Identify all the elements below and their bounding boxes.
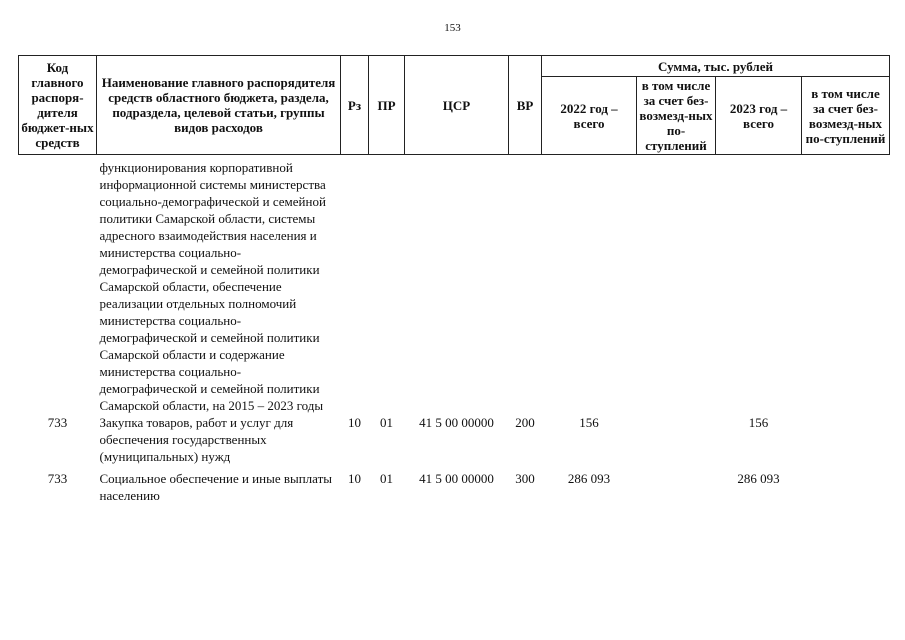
continuation-text: функционирования корпоративной информационной системы министерства социально-демографической и семейной политики Самарской области, системы адресного взаимодействия населения и министерства социально-демографической и семейной политики Самарской области, обеспечение реализации отдельных полномочий министерства социально-демографической и семейной политики Самарской области и содержание министерства социально-демографической и семейной политики Самарской области, на 2015 – 2023 годы [99, 160, 326, 413]
header-code: Код главного распоря-дителя бюджет-ных средств [19, 56, 97, 155]
continuation-row [19, 155, 890, 415]
header-csr: ЦСР [405, 56, 509, 155]
header-2023-grant: в том числе за счет без-возмезд-ных по-ступлений [802, 77, 890, 155]
cell-2022-grant [637, 414, 716, 465]
cell-2023-grant [802, 414, 890, 465]
table-row [19, 414, 890, 465]
cell-2023-grant [802, 465, 890, 504]
header-2023-total: 2023 год – всего [716, 77, 802, 155]
header-name: Наименование главного распорядителя средств областного бюджета, раздела, подраздела, целевой статьи, группы видов расходов [97, 56, 341, 155]
cell-vr: 200 [515, 415, 535, 430]
header-2022-grant: в том числе за счет без-возмезд-ных по-ступлений [637, 77, 716, 155]
cell-code: 733 [47, 415, 68, 430]
cell-name: Закупка товаров, работ и услуг для обеспечения государственных (муниципальных) нужд [99, 415, 294, 464]
cell-code: 733 [47, 471, 68, 486]
cell-pr: 01 [380, 471, 393, 486]
cell-name: Социальное обеспечение и иные выплаты населению [99, 471, 333, 503]
header-sum: Сумма, тыс. рублей [542, 56, 890, 77]
table-row [19, 465, 890, 504]
budget-table [18, 55, 890, 504]
table-body [19, 155, 890, 505]
page-number: 153 [444, 22, 461, 34]
header-vr: ВР [509, 56, 542, 155]
table-header [19, 56, 890, 155]
cell-2023-total: 156 [748, 415, 769, 430]
cell-rz: 10 [348, 471, 361, 486]
header-pr: ПР [369, 56, 405, 155]
cell-rz: 10 [348, 415, 361, 430]
cell-csr: 41 5 00 00000 [419, 415, 494, 430]
cell-pr: 01 [380, 415, 393, 430]
cell-2022-total: 156 [579, 415, 599, 430]
cell-2022-total: 286 093 [567, 471, 611, 486]
header-rz: Рз [341, 56, 369, 155]
header-2022-total: 2022 год – всего [542, 77, 637, 155]
cell-2022-grant [637, 465, 716, 504]
cell-vr: 300 [515, 471, 535, 486]
cell-csr: 41 5 00 00000 [419, 471, 494, 486]
cell-2023-total: 286 093 [737, 471, 780, 486]
